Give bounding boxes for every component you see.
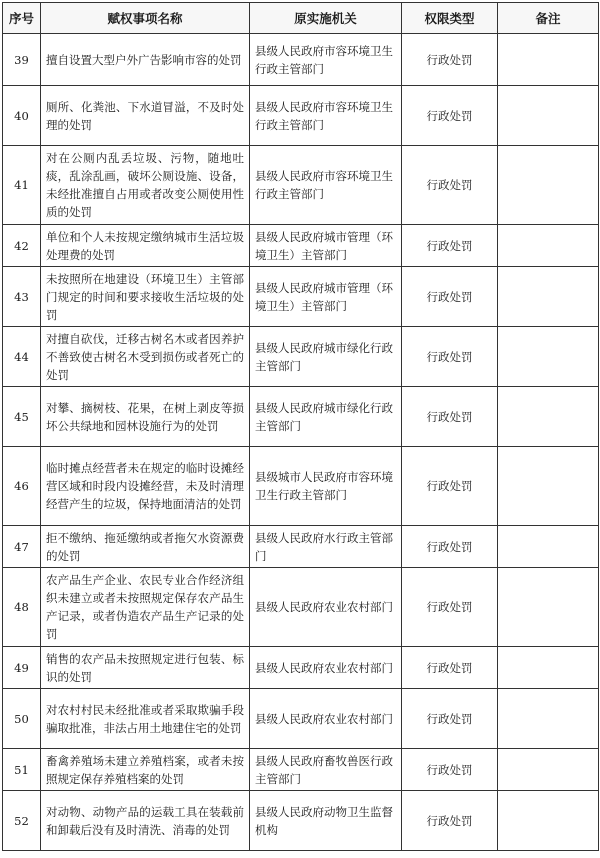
cell-remark	[498, 327, 599, 387]
cell-type: 行政处罚	[402, 568, 498, 647]
cell-item: 对动物、动物产品的运载工具在装载前和卸载后没有及时清洗、消毒的处罚	[41, 791, 250, 851]
table-row	[3, 447, 599, 526]
header-remark: 备注	[498, 3, 599, 34]
cell-authority: 县级人民政府市容环境卫生行政主管部门	[250, 86, 402, 146]
cell-remark	[498, 225, 599, 267]
cell-authority: 县级人民政府水行政主管部门	[250, 526, 402, 568]
cell-num: 52	[3, 791, 41, 851]
cell-num: 43	[3, 267, 41, 327]
cell-authority: 县级人民政府城市绿化行政主管部门	[250, 387, 402, 447]
table-row	[3, 749, 599, 791]
cell-remark	[498, 526, 599, 568]
cell-authority: 县级人民政府动物卫生监督机构	[250, 791, 402, 851]
header-authority: 原实施机关	[250, 3, 402, 34]
cell-item: 拒不缴纳、拖延缴纳或者拖欠水资源费的处罚	[41, 526, 250, 568]
cell-authority: 县级城市人民政府市容环境卫生行政主管部门	[250, 447, 402, 526]
cell-authority: 县级人民政府农业农村部门	[250, 689, 402, 749]
cell-type: 行政处罚	[402, 267, 498, 327]
header-type: 权限类型	[402, 3, 498, 34]
cell-remark	[498, 387, 599, 447]
cell-item: 擅自设置大型户外广告影响市容的处罚	[41, 34, 250, 86]
cell-remark	[498, 568, 599, 647]
cell-item: 单位和个人未按规定缴纳城市生活垃圾处理费的处罚	[41, 225, 250, 267]
cell-item: 畜禽养殖场未建立养殖档案，或者未按照规定保存养殖档案的处罚	[41, 749, 250, 791]
cell-authority: 县级人民政府城市绿化行政主管部门	[250, 327, 402, 387]
table-row	[3, 267, 599, 327]
table-row	[3, 387, 599, 447]
cell-item: 厕所、化粪池、下水道冒溢，不及时处理的处罚	[41, 86, 250, 146]
table-row	[3, 647, 599, 689]
cell-remark	[498, 749, 599, 791]
cell-authority: 县级人民政府市容环境卫生行政主管部门	[250, 146, 402, 225]
table-row	[3, 86, 599, 146]
table-row	[3, 526, 599, 568]
cell-remark	[498, 267, 599, 327]
cell-remark	[498, 146, 599, 225]
cell-type: 行政处罚	[402, 34, 498, 86]
cell-remark	[498, 647, 599, 689]
cell-num: 40	[3, 86, 41, 146]
cell-type: 行政处罚	[402, 327, 498, 387]
cell-item: 对在公厕内乱丢垃圾、污物，随地吐痰，乱涂乱画，破坏公厕设施、设备，未经批准擅自占用或者改变公厕使用性质的处罚	[41, 146, 250, 225]
cell-type: 行政处罚	[402, 447, 498, 526]
cell-item: 临时摊点经营者未在规定的临时设摊经营区域和时段内设摊经营，未及时清理经营产生的垃圾，保持地面清洁的处罚	[41, 447, 250, 526]
cell-num: 44	[3, 327, 41, 387]
cell-remark	[498, 689, 599, 749]
cell-num: 41	[3, 146, 41, 225]
table-row	[3, 146, 599, 225]
table-row	[3, 225, 599, 267]
header-num: 序号	[3, 3, 41, 34]
cell-num: 42	[3, 225, 41, 267]
cell-num: 50	[3, 689, 41, 749]
cell-authority: 县级人民政府市容环境卫生行政主管部门	[250, 34, 402, 86]
cell-item: 农产品生产企业、农民专业合作经济组织未建立或者未按照规定保存农产品生产记录，或者伪造农产品生产记录的处罚	[41, 568, 250, 647]
cell-num: 46	[3, 447, 41, 526]
cell-authority: 县级人民政府城市管理（环境卫生）主管部门	[250, 225, 402, 267]
cell-num: 47	[3, 526, 41, 568]
header-row	[3, 3, 599, 34]
table-row	[3, 34, 599, 86]
cell-remark	[498, 447, 599, 526]
table-row	[3, 791, 599, 851]
cell-type: 行政处罚	[402, 749, 498, 791]
authority-table	[2, 2, 599, 851]
cell-item: 对擅自砍伐，迁移古树名木或者因养护不善致使古树名木受到损伤或者死亡的处罚	[41, 327, 250, 387]
cell-item: 对攀、摘树枝、花果，在树上剥皮等损坏公共绿地和园林设施行为的处罚	[41, 387, 250, 447]
cell-type: 行政处罚	[402, 647, 498, 689]
cell-remark	[498, 34, 599, 86]
cell-authority: 县级人民政府城市管理（环境卫生）主管部门	[250, 267, 402, 327]
cell-item: 未按照所在地建设（环境卫生）主管部门规定的时间和要求接收生活垃圾的处罚	[41, 267, 250, 327]
cell-num: 45	[3, 387, 41, 447]
cell-authority: 县级人民政府畜牧兽医行政主管部门	[250, 749, 402, 791]
cell-type: 行政处罚	[402, 526, 498, 568]
cell-authority: 县级人民政府农业农村部门	[250, 568, 402, 647]
cell-item: 对农村村民未经批准或者采取欺骗手段骗取批准，非法占用土地建住宅的处罚	[41, 689, 250, 749]
table-row	[3, 689, 599, 749]
cell-type: 行政处罚	[402, 86, 498, 146]
cell-remark	[498, 86, 599, 146]
cell-type: 行政处罚	[402, 225, 498, 267]
cell-num: 49	[3, 647, 41, 689]
table-row	[3, 568, 599, 647]
header-item: 赋权事项名称	[41, 3, 250, 34]
cell-type: 行政处罚	[402, 791, 498, 851]
table-row	[3, 327, 599, 387]
cell-item: 销售的农产品未按照规定进行包装、标识的处罚	[41, 647, 250, 689]
cell-authority: 县级人民政府农业农村部门	[250, 647, 402, 689]
cell-type: 行政处罚	[402, 387, 498, 447]
cell-num: 39	[3, 34, 41, 86]
cell-num: 48	[3, 568, 41, 647]
cell-type: 行政处罚	[402, 689, 498, 749]
cell-remark	[498, 791, 599, 851]
cell-num: 51	[3, 749, 41, 791]
cell-type: 行政处罚	[402, 146, 498, 225]
